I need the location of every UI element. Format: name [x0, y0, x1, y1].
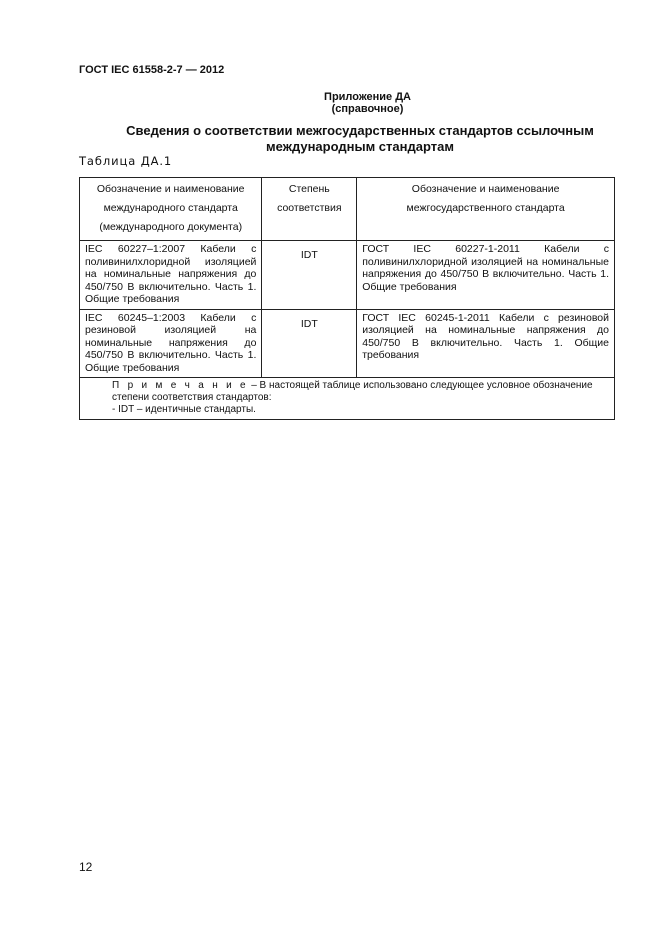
header-line: межгосударственного стандарта — [406, 202, 565, 214]
header-line: соответствия — [277, 202, 342, 214]
note-item: - IDT – идентичные стандарты. — [112, 404, 256, 415]
table-note — [80, 378, 615, 420]
table-label: Таблица ДА.1 — [79, 154, 173, 168]
title-line-1: Сведения о соответствии межгосударственных стандартов ссылочным — [126, 123, 594, 138]
page-number: 12 — [79, 860, 93, 874]
table-header-row — [80, 178, 615, 241]
column-header-degree — [262, 178, 357, 241]
cell-interstate: ГОСТ IEC 60227-1-2011 Кабели с поливинилхлоридной изоляцией на номинальные напряжения до 450/750 В включительно. Часть 1. Общие требования — [357, 241, 615, 310]
table-row — [80, 241, 615, 310]
cell-degree: IDT — [262, 309, 357, 378]
cell-interstate: ГОСТ IEC 60245-1-2011 Кабели с резиновой изоляцией на номинальные напряжения до 450/750 В включительно. Часть 1. Общие требования — [357, 309, 615, 378]
header-line: Обозначение и наименование — [411, 183, 560, 195]
header-line: Обозначение и наименование — [96, 183, 245, 195]
note-text: – В настоящей таблице использовано следующее условное обозначение степени соответствия стандартов: — [112, 380, 593, 403]
appendix-label: Приложение ДА — [324, 91, 411, 103]
header-line: Степень — [288, 183, 330, 195]
cell-international: IEC 60227–1:2007 Кабели с поливинилхлоридной изоляцией на номинальные напряжения до 450/750 В включительно. Часть 1. Общие требования — [80, 241, 262, 310]
table-note-row — [80, 378, 615, 420]
column-header-international — [80, 178, 262, 241]
page-title — [100, 123, 620, 155]
cell-degree: IDT — [262, 241, 357, 310]
title-line-2: международным стандартам — [266, 139, 454, 154]
standards-table — [79, 177, 615, 420]
column-header-interstate — [357, 178, 615, 241]
document-code: ГОСТ IEC 61558-2-7 — 2012 — [79, 64, 225, 76]
header-line: (международного документа) — [99, 221, 243, 233]
cell-international: IEC 60245–1:2003 Кабели с резиновой изоляцией на номинальные напряжения до 450/750 В включительно. Часть 1. Общие требования — [80, 309, 262, 378]
header-line: международного стандарта — [103, 202, 238, 214]
note-prefix: П р и м е ч а н и е — [112, 380, 249, 391]
note-line — [85, 380, 609, 404]
appendix-type: (справочное) — [331, 103, 404, 115]
table-row — [80, 309, 615, 378]
